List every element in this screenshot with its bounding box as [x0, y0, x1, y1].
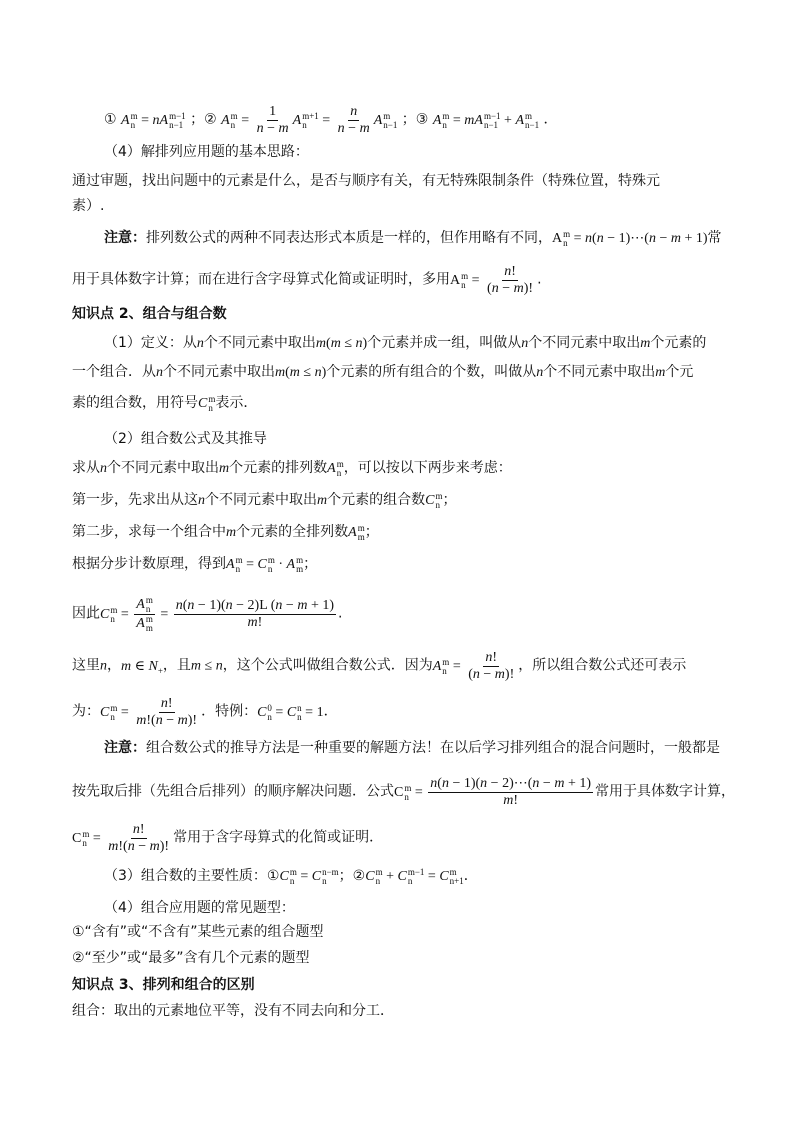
list-item: ②“至少”或“最多”含有几个元素的题型: [72, 950, 310, 966]
definition-line: 一个组合．从n个不同元素中取出m(m ≤ n)个元素的所有组合的个数，叫做从n个不同元素中取出m个元: [72, 364, 694, 380]
formula: A m n = $\frac{1}{n - m}$ A m+1 n = $\frac{n}{n - m}$ A m n−1: [221, 104, 398, 136]
paragraph-line: 求从n个不同元素中取出m个元素的排列数A m n ，可以按以下两步来考虑：: [72, 458, 512, 478]
paragraph-line: 通过审题，找出问题中的元素是什么，是否与顺序有关，有无特殊限制条件（特殊位置，特殊元: [72, 173, 660, 189]
paragraph-line: 根据分步计数原理，得到A m n = C m n · A m m ；: [72, 554, 318, 574]
note-line: 注意：组合数公式的推导方法是一种重要的解题方法！在以后学习排列组合的混合问题时，一般都是: [104, 740, 720, 756]
definition-line: 素的组合数，用符号C m n 表示．: [72, 393, 258, 413]
section-heading: （2）组合数公式及其推导: [104, 431, 267, 447]
note-line: 注意：排列数公式的两种不同表达形式本质是一样的，但作用略有不同，A m n = n(n − 1)⋯(n − m + 1)常: [104, 228, 722, 248]
formula: A m n = n(n − 1)⋯(n − m + 1): [552, 228, 708, 248]
paragraph-line: 素）.: [72, 198, 105, 214]
paragraph-line: 第一步，先求出从这n个不同元素中取出m个元素的组合数C m n ；: [72, 490, 457, 510]
section-heading: （4）组合应用题的常见题型：: [104, 900, 295, 916]
properties-line: （3）组合数的主要性质：①C m n = C n−m n ；②C m n + C m−1 n = C m n+1 ．: [104, 866, 478, 886]
formula: A m n = mA m−1 n−1 + A m n−1: [432, 110, 540, 130]
paragraph-line: 因此C m n = A m n A m m = $\frac{n(n - 1)(n - 2)L (n - m + 1)}{m!}$ .: [72, 595, 343, 633]
formula: A m n = nA m−1 n−1: [121, 110, 186, 130]
paragraph-line: 组合：取出的元素地位平等，没有不同去向和分工．: [72, 1003, 394, 1019]
definition-line: （1）定义：从n个不同元素中取出m(m ≤ n)个元素并成一组，叫做从n个不同元素中取出m个元素的: [104, 335, 707, 351]
arrangement-properties-line: ① A m n = nA m−1 n−1 ；② A m n = $\frac{1}{n - m}$ A m+1 n = $\frac{n}{n - m}$ A m n−1 ；③ A m n = mA m−1 n−1 + A m n−1 ．: [104, 104, 558, 136]
list-item: ①“含有”或“不含有”某些元素的组合题型: [72, 924, 324, 940]
note-line: 用于具体数字计算；而在进行含字母算式化简或证明时，多用A m n = $\frac{n!}{(n - m)!}$ .: [72, 264, 542, 296]
section-heading: （4）解排列应用题的基本思路：: [104, 144, 309, 160]
knowledge-point-heading: 知识点 2、组合与组合数: [72, 306, 227, 322]
knowledge-point-heading: 知识点 3、排列和组合的区别: [72, 977, 255, 993]
paragraph-line: 这里n，m ∈ $N_+$，且m ≤ n，这个公式叫做组合数公式．因为A m n = $\frac{n!}{(n - m)!}$ ，所以组合数公式还可表示: [72, 650, 687, 682]
note-line: 按先取后排（先组合后排列）的顺序解决问题．公式C m n = $\frac{n(n - 1)(n - 2)\cdots(n - m + 1)}{m!}$ 常用于具体数字计算，: [72, 776, 735, 808]
paragraph-line: 为：C m n = $\frac{n!}{m!(n - m)!}$ ．特例：C 0 n = C n n = 1．: [72, 696, 338, 728]
formula: C m n = A m n A m m = $\frac{n(n - 1)(n - 2)L (n - m + 1)}{m!}$: [100, 595, 335, 633]
formula: A m n = $\frac{n!}{(n - m)!}$: [450, 264, 534, 296]
note-line: C m n = $\frac{n!}{m!(n - m)!}$ 常用于含字母算式的化简或证明．: [72, 822, 384, 854]
paragraph-line: 第二步，求每一个组合中m个元素的全排列数A m m ；: [72, 522, 379, 542]
